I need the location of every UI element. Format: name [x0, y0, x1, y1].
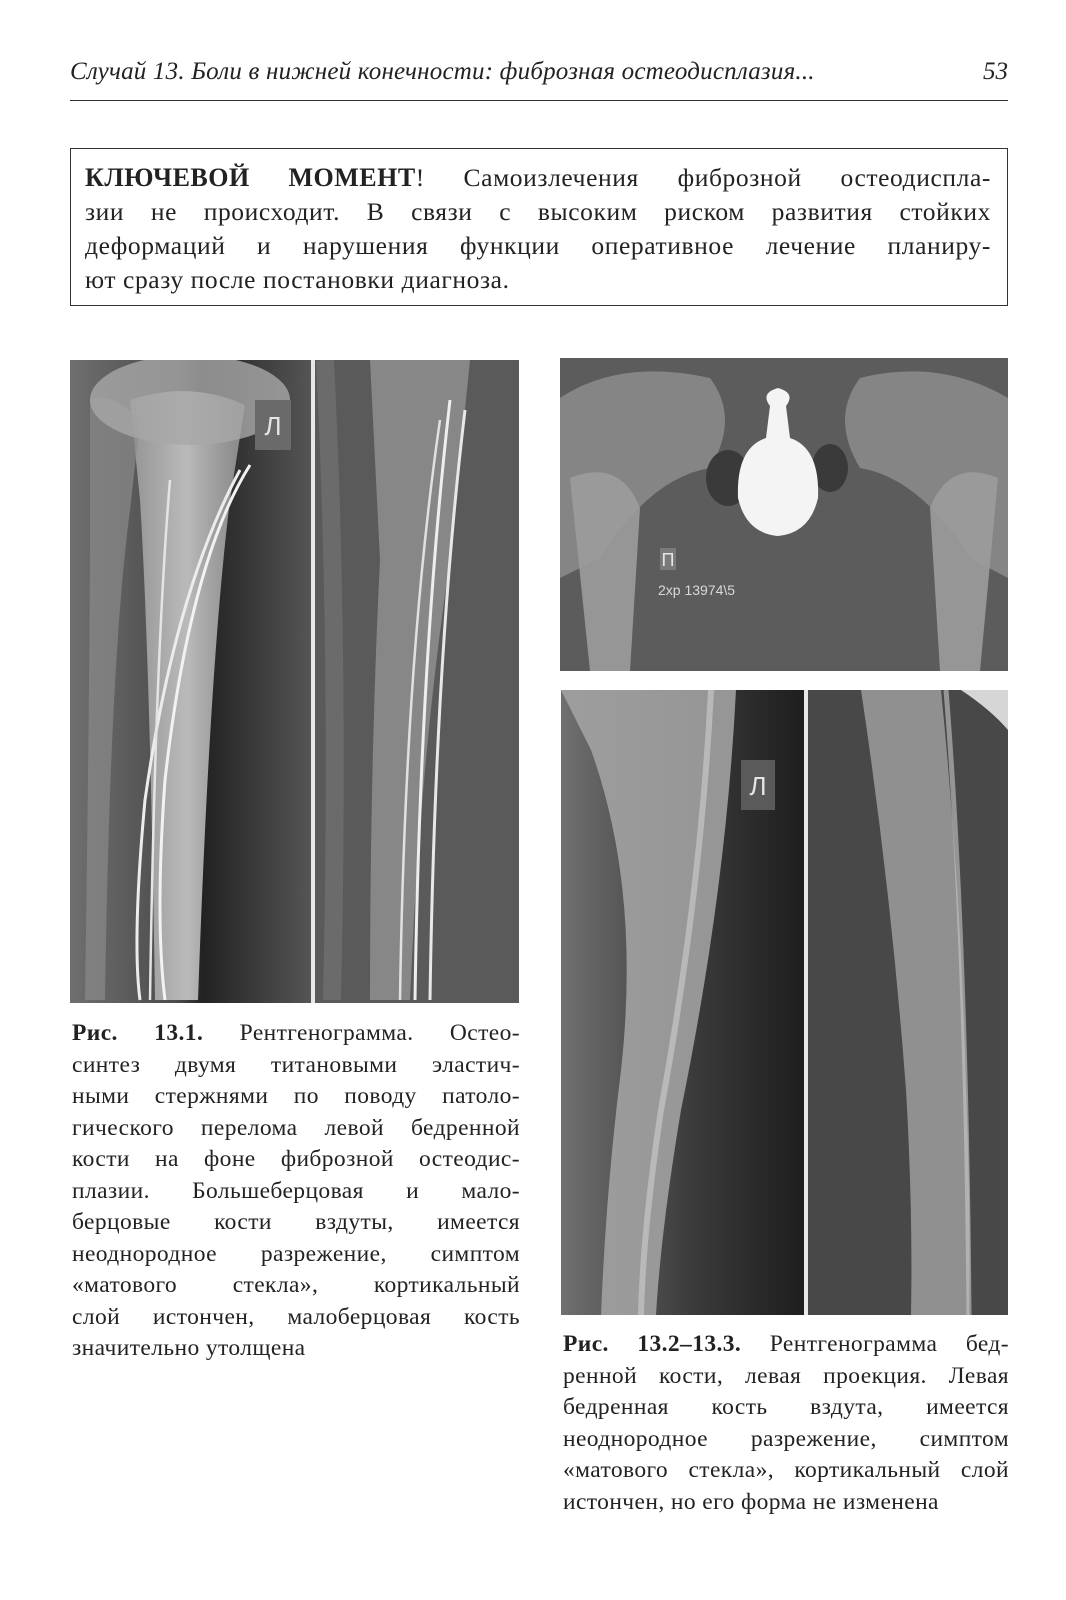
caption-figure-13-3: Рис. 13.2–13.3. Рентгенограмма бед- ренной кости, левая проекция. Левая бедренная кость вздута, имеется неоднородное разрежение, симптом «матового стекла», кортикальный слой истончен, но его форма не изменена — [563, 1331, 1009, 1515]
key-point-line-3: деформаций и нарушения функции оперативное лечение планиру- — [85, 231, 991, 260]
xray-marker-right-13-2: П — [661, 550, 675, 570]
xray-figure-13-2 — [560, 358, 1008, 671]
caption-13-1-label: Рис. 13.1. — [72, 1020, 204, 1046]
key-point-line-2: зии не происходит. В связи с высоким риском развития стойких — [85, 197, 991, 226]
page-number: 53 — [983, 58, 1008, 85]
key-point-box — [70, 148, 1008, 306]
key-point-line-1: КЛЮЧЕВОЙ МОМЕНТ! Самоизлечения фиброзной остеодиспла- — [85, 163, 991, 192]
xray-figure-13-3 — [561, 690, 1008, 1315]
xray-femur-image — [561, 690, 1008, 1315]
xray-lower-leg-image — [70, 360, 519, 1003]
caption-figure-13-1: Рис. 13.1. Рентгенограмма. Остео- синтез двумя титановыми эластич- ными стержнями по поводу патоло- гического перелома левой бедренной кости на фоне фиброзной остеодис- плазии. Большеберцовая и мало- берцовые кости вздуты, имеется неоднородное разрежение, симптом «матового стекла», кортикальный слой истончен, малоберцовая кость значительно утолщена — [72, 1020, 520, 1361]
xray-id-label: 2хр 13974\5 — [658, 582, 736, 598]
xray-marker-left-13-1: Л — [264, 411, 282, 441]
key-point-label: КЛЮЧЕВОЙ МОМЕНТ — [85, 163, 416, 192]
caption-13-3-label: Рис. 13.2–13.3. — [563, 1331, 742, 1357]
xray-marker-left-13-3: Л — [749, 771, 767, 801]
key-point-line-4: ют сразу после постановки диагноза. — [85, 265, 510, 294]
running-header — [70, 58, 1008, 101]
xray-pelvis-image — [560, 358, 1008, 671]
xray-figure-13-1 — [70, 360, 519, 1003]
header-title: Случай 13. Боли в нижней конечности: фиброзная остеодисплазия... — [70, 58, 815, 85]
